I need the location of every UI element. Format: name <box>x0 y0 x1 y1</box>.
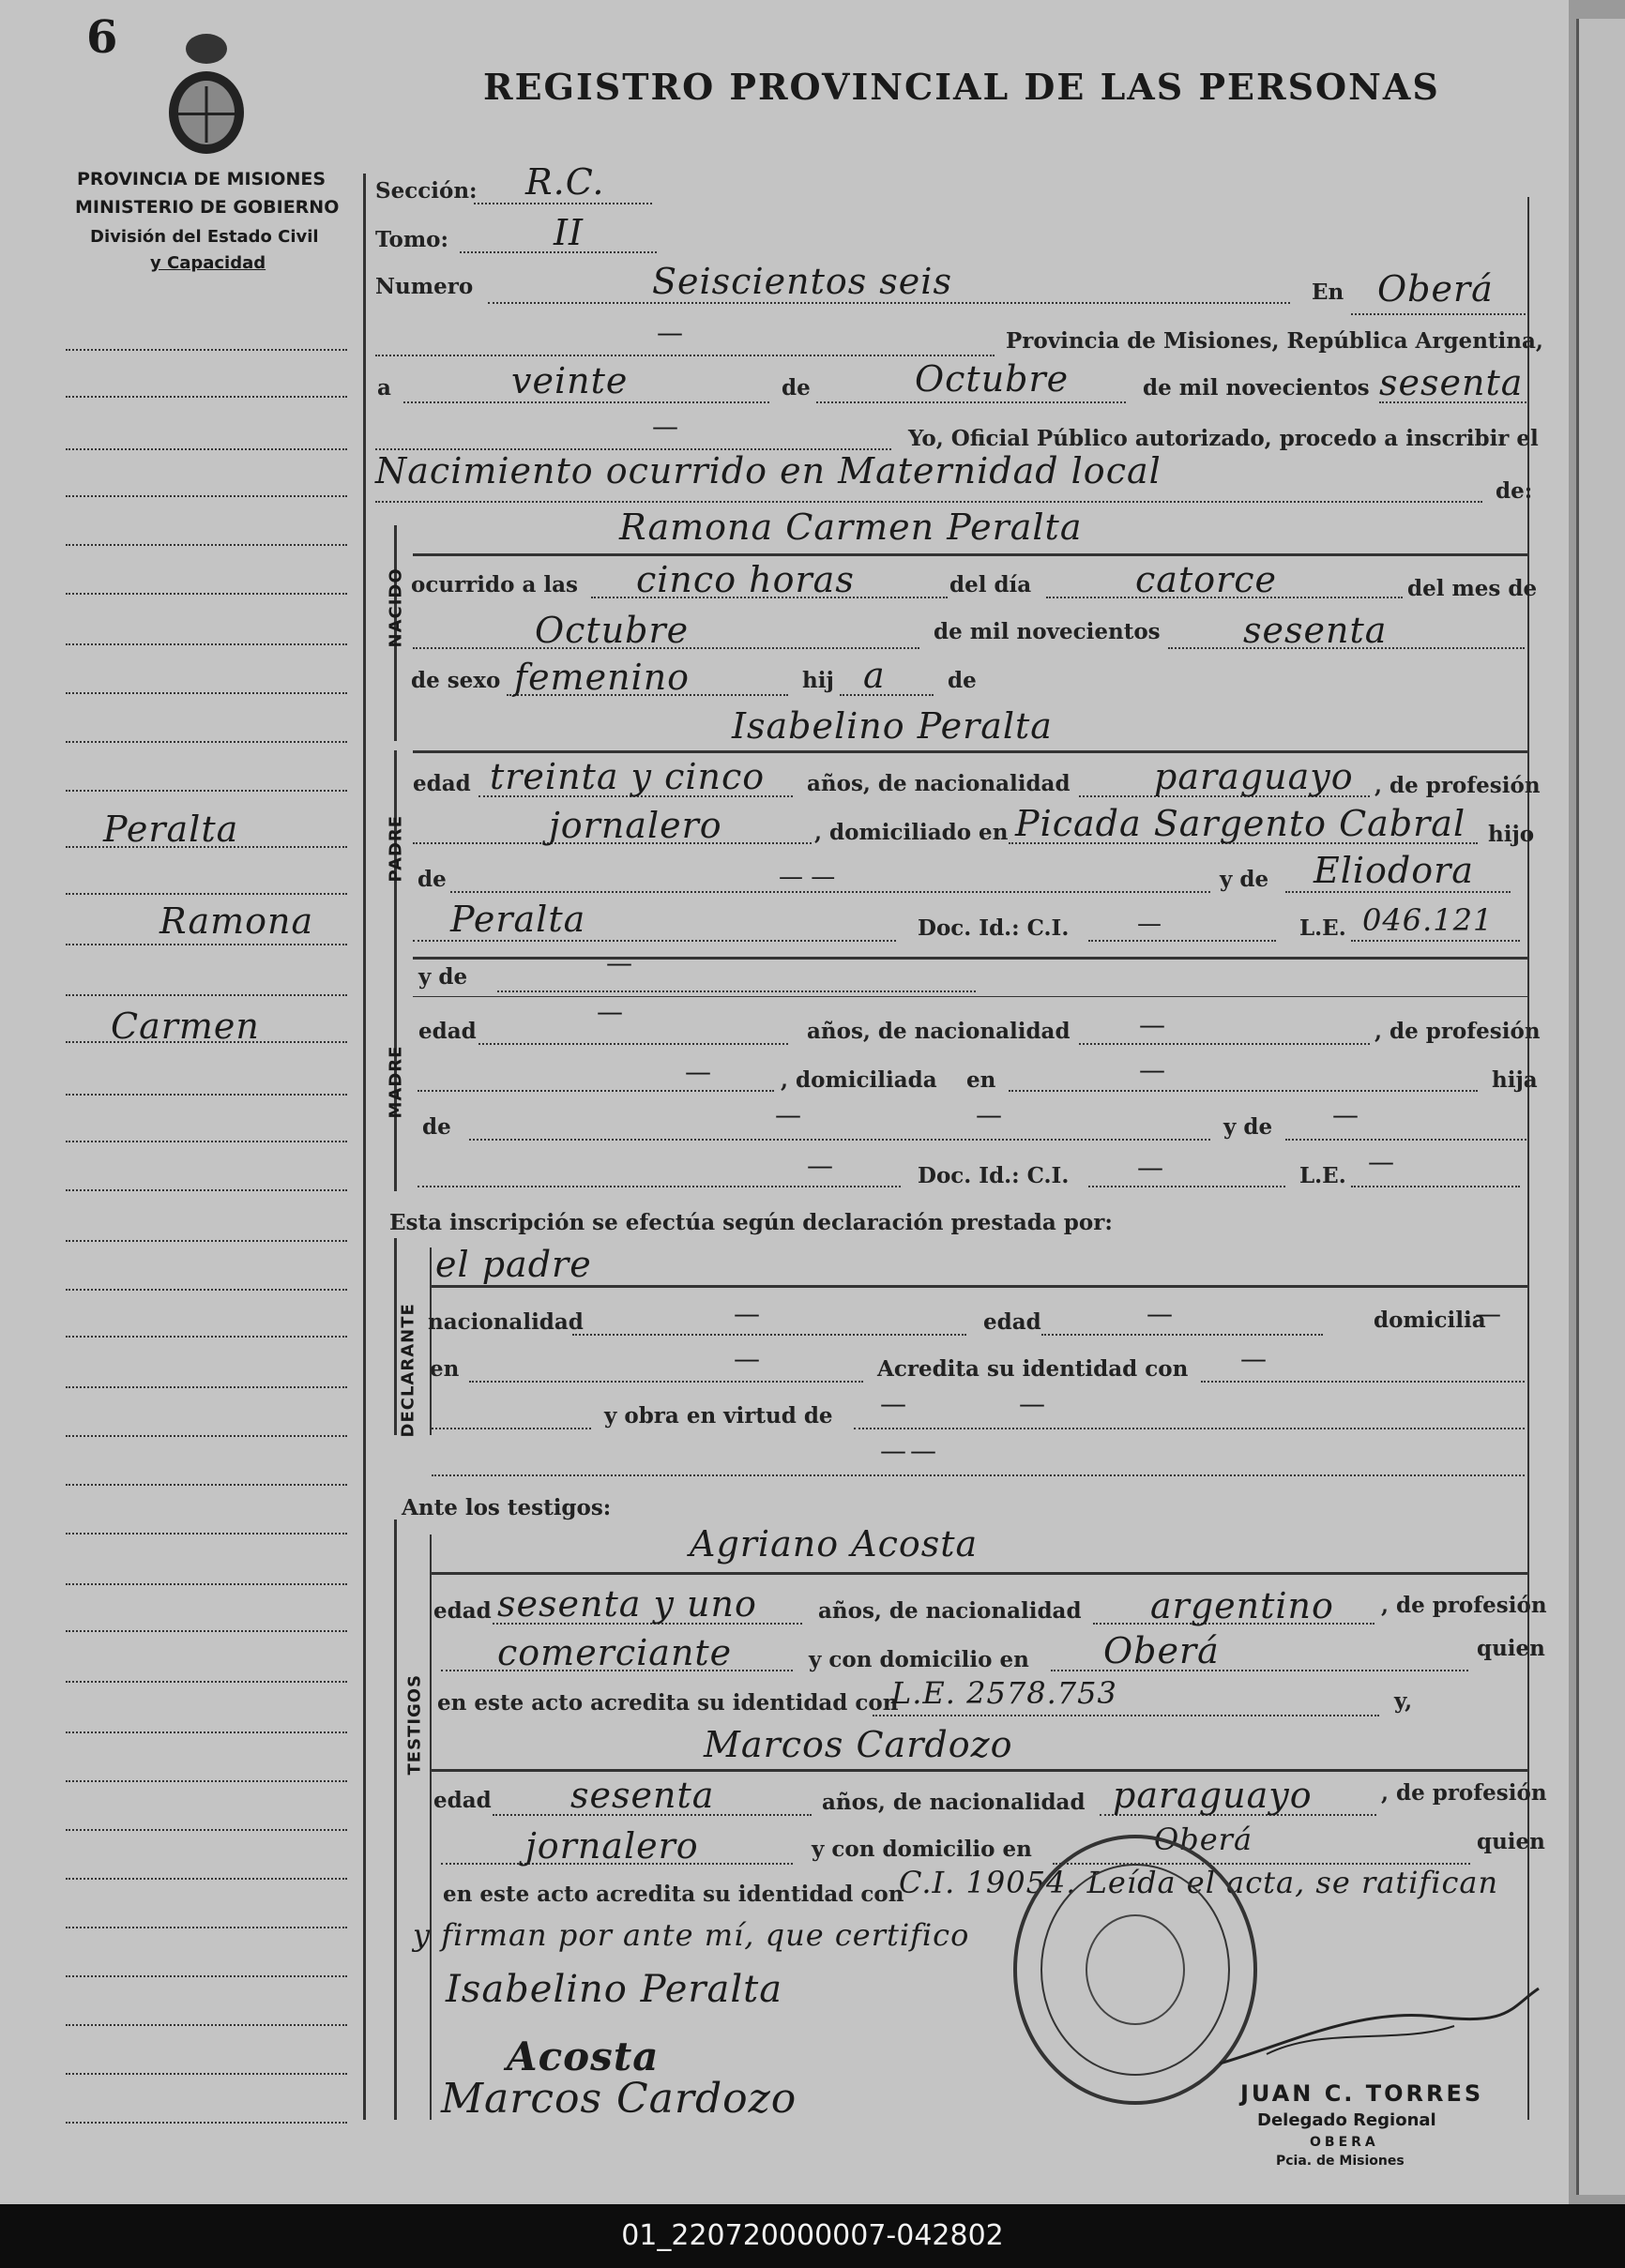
testigo2-anos-label: años, de nacionalidad <box>822 1790 1086 1815</box>
anio-nac-value: sesenta <box>1243 610 1388 651</box>
mes-value: Octubre <box>915 358 1070 400</box>
testigo1-dom-label: y con domicilio en <box>809 1647 1029 1672</box>
padre-section-label: PADRE <box>386 814 406 883</box>
dia-value: veinte <box>511 360 629 401</box>
stamp-role: Delegado Regional <box>1257 2110 1436 2130</box>
main-column-rule <box>363 174 366 2120</box>
testigo1-nac-value: argentino <box>1150 1585 1334 1626</box>
padre-nac-value: paraguayo <box>1154 756 1354 797</box>
madre-y-de2-label: y de <box>1223 1114 1273 1140</box>
provincia-label: Provincia de Misiones, República Argentina, <box>1006 328 1543 354</box>
domiciliado-label: , domiciliado en <box>814 820 1009 845</box>
testigo1-value: Agriano Acosta <box>690 1523 979 1565</box>
nacionalidad-label: nacionalidad <box>428 1309 584 1335</box>
acto-value: Nacimiento ocurrido en Maternidad local <box>375 450 1162 491</box>
ante-testigos-label: Ante los testigos: <box>402 1495 612 1520</box>
province-header: PROVINCIA DE MISIONES <box>77 169 327 189</box>
padre-apellido-madre-value: Peralta <box>450 899 586 940</box>
esta-inscripcion-label: Esta inscripción se efectúa según declaración prestada por: <box>389 1210 1113 1235</box>
hija-label: hija <box>1492 1067 1538 1093</box>
testigos-section-label: TESTIGOS <box>404 1673 425 1776</box>
de-label: de <box>782 375 811 401</box>
testigo2-edad-label: edad <box>433 1788 492 1813</box>
stamp-prov: Pcia. de Misiones <box>1276 2154 1405 2169</box>
testigo1-anos-label: años, de nacionalidad <box>818 1598 1082 1624</box>
register-page: 6 REGISTRO PROVINCIAL DE LAS PERSONAS PROVINCIA DE MISIONES MINISTERIO DE GOBIERNO División del Estado Civil y Capacidad Peralta Ramona Carmen Sección: R.C. Tomo: II Numero Seiscientos seis En Oberá — Provincia de Misiones, República Argentina, a veinte de Octubre de mil novecientos sesenta — Yo, Oficial Público autorizado, procedo a inscribir el Nacimiento ocurrido en Maternidad local de: NACIDO Ramona Carmen Peralta ocurrido a las cinco horas del día catorce del mes de Octubre de mil novecientos sesenta de sexo femenino hij a de Isabelino Peralta PADRE edad treinta y cinco años, de nacionalidad paraguayo , de profesión jornalero , domiciliado en Picada Sargento Cabral hijo de — — y de Eliodora Peralta Doc. Id.: C.I. — L.E. 046.121 MADRE y de — edad — años, de nacionalidad — , de profesión — , domiciliada en — hija de — — y de — — Doc. Id.: C.I. — L.E. — Esta inscripción se efectúa según declaración prestada por: DECLARANTE el padre nacionalidad — edad — domicilia — en — Acredita su identidad con — y obra en virtud de — — — — Ante los testigos: TESTIGOS Agriano Acosta edad sesenta y uno años, de nacionalidad argentino , de profesión comerciante y con domicilio en Oberá quien en este acto acredita su identidad con L.E. 2578.753 y, Marcos Cardozo edad sesenta años, de nacionalidad paraguayo , de profesión jornalero y con domicilio en Oberá quien en este acto acredita su identidad con C.I. 19054. Leída el acta, se ratifican y firman por ante mí, que certifico Isabelino Peralta Acosta Marcos Cardozo JUAN C. TORRES Delegado Regional OBERA Pcia. de Misiones <box>0 0 1569 2204</box>
testigo1-dom-value: Oberá <box>1103 1630 1220 1671</box>
testigo1-prof-value: comerciante <box>497 1632 733 1673</box>
stamp-city: OBERA <box>1310 2135 1379 2150</box>
numero-value: Seiscientos seis <box>652 261 952 302</box>
declarante-section-label: DECLARANTE <box>398 1303 418 1438</box>
a-label: a <box>377 375 391 401</box>
tomo-label: Tomo: <box>375 227 448 252</box>
padre-profesion-label: , de profesión <box>1374 773 1541 798</box>
del-dia-label: del día <box>949 572 1032 597</box>
de-mil2-label: de mil novecientos <box>934 619 1161 644</box>
padre-anos-nac-label: años, de nacionalidad <box>807 771 1071 796</box>
domiciliada-label: , domiciliada <box>781 1067 937 1093</box>
dia-nac-value: catorce <box>1135 559 1278 600</box>
de-mil-label: de mil novecientos <box>1143 375 1370 401</box>
en-label: En <box>1312 280 1344 305</box>
madre-en-label: en <box>966 1067 996 1093</box>
seccion-value: R.C. <box>525 161 605 203</box>
nacido-section-label: NACIDO <box>386 567 406 648</box>
ocurrido-label: ocurrido a las <box>411 572 578 597</box>
madre-y-de-label: y de <box>418 964 468 990</box>
testigo1-profesion-label: , de profesión <box>1381 1593 1547 1618</box>
padre-le-value: 046.121 <box>1362 902 1494 938</box>
testigo2-prof-value: jornalero <box>525 1825 699 1867</box>
padre-de-value: — — <box>779 863 836 891</box>
madre-de-label: de <box>422 1114 451 1140</box>
obra-label: y obra en virtud de <box>604 1403 833 1429</box>
margin-nombre1: Ramona <box>159 900 314 942</box>
padre-le-label: L.E. <box>1299 915 1346 941</box>
padre-doc-id-label: Doc. Id.: C.I. <box>918 915 1070 941</box>
tomo-value: II <box>554 212 585 253</box>
testigo2-dom-value: Oberá <box>1154 1822 1253 1857</box>
testigo1-y-label: y, <box>1394 1688 1413 1714</box>
hij-label: hij <box>802 668 834 693</box>
padre-y-de-value: Eliodora <box>1314 850 1474 891</box>
padre-edad-value: treinta y cinco <box>490 756 766 797</box>
cierre-value: y firman por ante mí, que certifico <box>413 1917 970 1953</box>
padre-edad-label: edad <box>413 771 471 796</box>
del-mes-label: del mes de <box>1407 576 1538 601</box>
testigo2-nac-value: paraguayo <box>1113 1775 1313 1816</box>
declarante-edad-label: edad <box>983 1309 1041 1335</box>
testigo2-quien-label: quien <box>1477 1829 1545 1854</box>
margin-apellido: Peralta <box>103 809 239 850</box>
padre-y-de-label: y de <box>1220 867 1269 892</box>
lugar-value: Oberá <box>1377 268 1494 310</box>
official-signature-icon <box>1210 1951 1548 2082</box>
padre-nombre-value: Isabelino Peralta <box>732 705 1053 747</box>
division-header-2: y Capacidad <box>150 253 266 273</box>
madre-anos-nac-label: años, de nacionalidad <box>807 1019 1071 1044</box>
testigo2-edad-value: sesenta <box>570 1775 715 1816</box>
ministry-header: MINISTERIO DE GOBIERNO <box>75 197 340 218</box>
padre-de-label: de <box>418 867 447 892</box>
testigo2-doc-value: C.I. 19054. Leída el acta, se ratifican <box>899 1865 1499 1900</box>
padre-dom-value: Picada Sargento Cabral <box>1015 803 1466 844</box>
nombre-value: Ramona Carmen Peralta <box>619 507 1083 548</box>
next-page-strip <box>1576 19 1625 2195</box>
document-title: REGISTRO PROVINCIAL DE LAS PERSONAS <box>483 66 1440 108</box>
testigo2-profesion-label: , de profesión <box>1381 1780 1547 1806</box>
coat-of-arms-icon <box>159 30 253 161</box>
sexo-label: de sexo <box>411 668 501 693</box>
declarante-value: el padre <box>435 1244 592 1285</box>
testigo1-edad-label: edad <box>433 1598 492 1624</box>
mes-nac-value: Octubre <box>535 610 690 651</box>
margin-nombre2: Carmen <box>111 1005 260 1047</box>
testigo2-value: Marcos Cardozo <box>704 1724 1013 1765</box>
testigo1-acredita-label: en este acto acredita su identidad con <box>437 1690 899 1716</box>
firma-padre: Isabelino Peralta <box>446 1968 783 2011</box>
hora-value: cinco horas <box>636 559 855 600</box>
madre-doc-id-label: Doc. Id.: C.I. <box>918 1163 1070 1188</box>
madre-profesion-label: , de profesión <box>1374 1019 1541 1044</box>
madre-edad-label: edad <box>418 1019 477 1044</box>
firma-testigo2: Marcos Cardozo <box>441 2075 797 2123</box>
madre-le-label: L.E. <box>1299 1163 1346 1188</box>
hijo-label: hijo <box>1488 822 1535 847</box>
madre-section-label: MADRE <box>386 1045 406 1119</box>
division-header: División del Estado Civil <box>90 227 319 247</box>
declarante-en-label: en <box>430 1356 460 1382</box>
acredita-label: Acredita su identidad con <box>877 1356 1189 1382</box>
de-colon-label: de: <box>1496 478 1533 504</box>
numero-label: Numero <box>375 274 474 299</box>
stamp-name: JUAN C. TORRES <box>1240 2080 1484 2107</box>
domicilia-label: domicilia <box>1374 1308 1486 1333</box>
firma-testigo1: Acosta <box>507 2034 660 2079</box>
padre-ci-value: — <box>1137 910 1162 938</box>
padre-prof-value: jornalero <box>549 805 722 846</box>
testigo2-dom-label: y con domicilio en <box>812 1837 1032 1862</box>
sexo-value: femenino <box>514 657 691 698</box>
testigo1-edad-value: sesenta y uno <box>497 1583 757 1625</box>
anio-value: sesenta <box>1379 362 1524 403</box>
de-label-2: de <box>948 668 977 693</box>
seccion-label: Sección: <box>375 178 478 204</box>
testigo1-doc-value: L.E. 2578.753 <box>891 1675 1117 1711</box>
testigo2-acredita-label: en este acto acredita su identidad con <box>443 1882 904 1907</box>
hij-suffix-value: a <box>863 655 886 696</box>
page-number: 6 <box>86 11 118 64</box>
yo-label: Yo, Oficial Público autorizado, procedo a inscribir el <box>908 426 1539 451</box>
testigo1-quien-label: quien <box>1477 1636 1545 1661</box>
image-id-footer: 01_220720000007-042802 <box>0 2204 1625 2268</box>
